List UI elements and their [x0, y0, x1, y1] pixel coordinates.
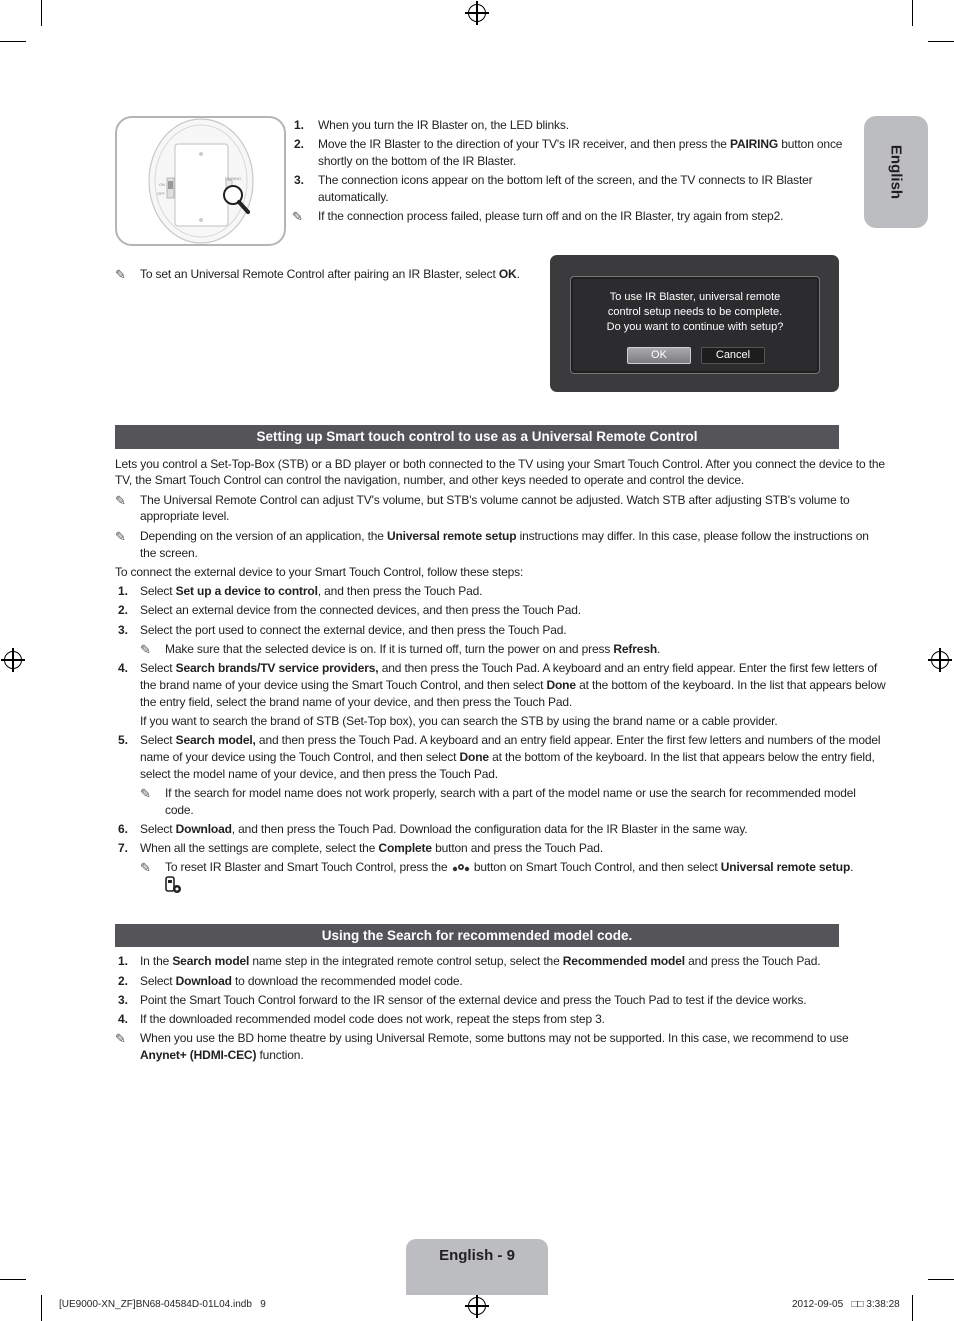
intro-text: TV, the Smart Touch Control can control the navigation, number, and other keys needed to operate and control the device. [115, 473, 745, 487]
registration-mark-icon [468, 4, 486, 22]
crop-mark [928, 1279, 954, 1280]
ir-step-text: automatically. [318, 190, 389, 204]
step-text: Select an external device from the connected devices, and then press the Touch Pad. [140, 603, 581, 617]
step-number: 6. [118, 822, 129, 836]
page-number-tab [406, 1239, 548, 1295]
crop-mark [928, 41, 954, 42]
note-text: Anynet+ (HDMI-CEC) function. [140, 1048, 304, 1062]
note-text: the screen. [140, 546, 198, 560]
note-text: Make sure that the selected device is on. If it is turned off, turn the power on and press Refresh. [165, 642, 661, 656]
crop-mark [0, 41, 26, 42]
step-number: 7. [118, 841, 129, 855]
note-icon: ✎ [140, 642, 151, 657]
device-on-label: ON [159, 182, 165, 187]
registration-mark-icon [468, 1297, 486, 1315]
print-file-info: [UE9000-XN_ZF]BN68-04584D-01L04.indb 9 [59, 1299, 266, 1310]
step-number: 1. [118, 584, 129, 598]
step-text: the entry field, select the brand name of your device, and then press the Touch Pad. [140, 695, 573, 709]
note-text: To reset IR Blaster and Smart Touch Control, press the button on Smart Touch Control, and then select Universal remote setup. [165, 860, 854, 874]
note-icon: ✎ [140, 860, 151, 875]
step-text: select the model name of your device, and then press the Touch Pad. [140, 767, 498, 781]
ir-step-number: 3. [294, 173, 305, 187]
language-side-tab [864, 116, 928, 228]
dialog-cancel-button[interactable]: Cancel [701, 347, 765, 364]
ir-step-number: 1. [294, 118, 305, 132]
crop-mark [41, 0, 42, 26]
ir-step-number: 2. [294, 137, 305, 151]
dialog-box [570, 276, 820, 374]
ir-step-text: Move the IR Blaster to the direction of your TV's IR receiver, and then press the PAIRING button once [318, 137, 843, 151]
step-number: 4. [118, 1012, 129, 1026]
note-text: When you use the BD home theatre by using Universal Remote, some buttons may not be supported. In this case, we recommend to use [140, 1031, 849, 1045]
section-header: Using the Search for recommended model code. [115, 924, 839, 947]
device-off-label: OFF [157, 191, 165, 196]
step-text: Select Download, and then press the Touch Pad. Download the configuration data for the IR Blaster in the same way. [140, 822, 748, 836]
note-icon: ✎ [140, 786, 151, 801]
step-text: name of your device using the Touch Control, and then select Done at the bottom of the keyboard. In the list that appears below the entry field, [140, 750, 875, 764]
step-text: Select Search brands/TV service providers, and then press the Touch Pad. A keyboard and an entry field appear. Enter the first few letters of [140, 661, 878, 675]
crop-mark [0, 1279, 26, 1280]
step-text: Select Download to download the recommended model code. [140, 974, 463, 988]
note-text: Depending on the version of an application, the Universal remote setup instructions may differ. In this case, please follow the instructions on [140, 529, 869, 543]
ir-step-text: When you turn the IR Blaster on, the LED blinks. [318, 118, 569, 132]
step-text: Select the port used to connect the external device, and then press the Touch Pad. [140, 623, 567, 637]
note-icon: ✎ [292, 209, 303, 224]
step-text: If the downloaded recommended model code does not work, repeat the steps from step 3. [140, 1012, 605, 1026]
step-text: the brand name of your device using the Smart Touch Control, and then select Done at the bottom of the keyboard. In the list that appears below [140, 678, 886, 692]
step-number: 4. [118, 661, 129, 675]
step-text: When all the settings are complete, select the Complete button and press the Touch Pad. [140, 841, 604, 855]
step-number: 3. [118, 623, 129, 637]
step-text: Select Search model, and then press the Touch Pad. A keyboard and an entry field appear. Enter the first few letters and numbers of the model [140, 733, 881, 747]
print-timestamp: 2012-09-05 □□ 3:38:28 [792, 1299, 900, 1310]
note-icon: ✎ [115, 529, 126, 544]
crop-mark [912, 1295, 913, 1321]
language-tab-label: English [887, 144, 905, 200]
note-icon: ✎ [115, 1031, 126, 1046]
ir-step-text: shortly on the bottom of the IR Blaster. [318, 154, 517, 168]
connect-instructions: To connect the external device to your Smart Touch Control, follow these steps: [115, 565, 524, 579]
step-number: 2. [118, 974, 129, 988]
intro-text: Lets you control a Set-Top-Box (STB) or a BD player or both connected to the TV using your Smart Touch Control. After you connect the device to the [115, 457, 885, 471]
dialog-message: To use IR Blaster, universal remote control setup needs to be complete. Do you want to continue with setup? [606, 291, 784, 333]
tv-dialog-screenshot [550, 255, 839, 392]
crop-mark [912, 0, 913, 26]
ir-blaster-illustration [115, 116, 286, 246]
note-text: appropriate level. [140, 509, 230, 523]
step-text: Point the Smart Touch Control forward to the IR sensor of the external device and press the Touch Pad to test if the device works. [140, 993, 807, 1007]
note-text: If the search for model name does not work properly, search with a part of the model name or use the search for recommended model [165, 786, 856, 800]
step-text: Select Set up a device to control, and then press the Touch Pad. [140, 584, 483, 598]
note-text: code. [165, 803, 194, 817]
note-icon: ✎ [115, 267, 126, 282]
page-number: English - 9 [439, 1247, 515, 1264]
ir-note: If the connection process failed, please turn off and on the IR Blaster, try again from step2. [318, 209, 784, 223]
step-number: 1. [118, 954, 129, 968]
crop-mark [41, 1295, 42, 1321]
step-number: 2. [118, 603, 129, 617]
note-text: The Universal Remote Control can adjust TV's volume, but STB's volume cannot be adjusted. Watch STB after adjusting STB's volume to [140, 493, 850, 507]
pairing-note: To set an Universal Remote Control after pairing an IR Blaster, select OK. [140, 267, 520, 281]
step-text: If you want to search the brand of STB (Set-Top box), you can search the STB by using the brand name or a cable provider. [140, 714, 778, 728]
note-icon: ✎ [115, 493, 126, 508]
device-pairing-label: PAIRING [225, 176, 242, 181]
step-number: 5. [118, 733, 129, 747]
step-number: 3. [118, 993, 129, 1007]
registration-mark-icon [931, 651, 949, 669]
registration-mark-icon [4, 651, 22, 669]
smart-hub-button-icon [451, 863, 471, 873]
remote-settings-icon [165, 876, 183, 894]
step-text: In the Search model name step in the integrated remote control setup, select the Recommended model and press the Touch Pad. [140, 954, 821, 968]
dialog-ok-button[interactable]: OK [627, 347, 691, 364]
ir-step-text: The connection icons appear on the bottom left of the screen, and the TV connects to IR Blaster [318, 173, 813, 187]
section-header: Setting up Smart touch control to use as a Universal Remote Control [115, 425, 839, 449]
